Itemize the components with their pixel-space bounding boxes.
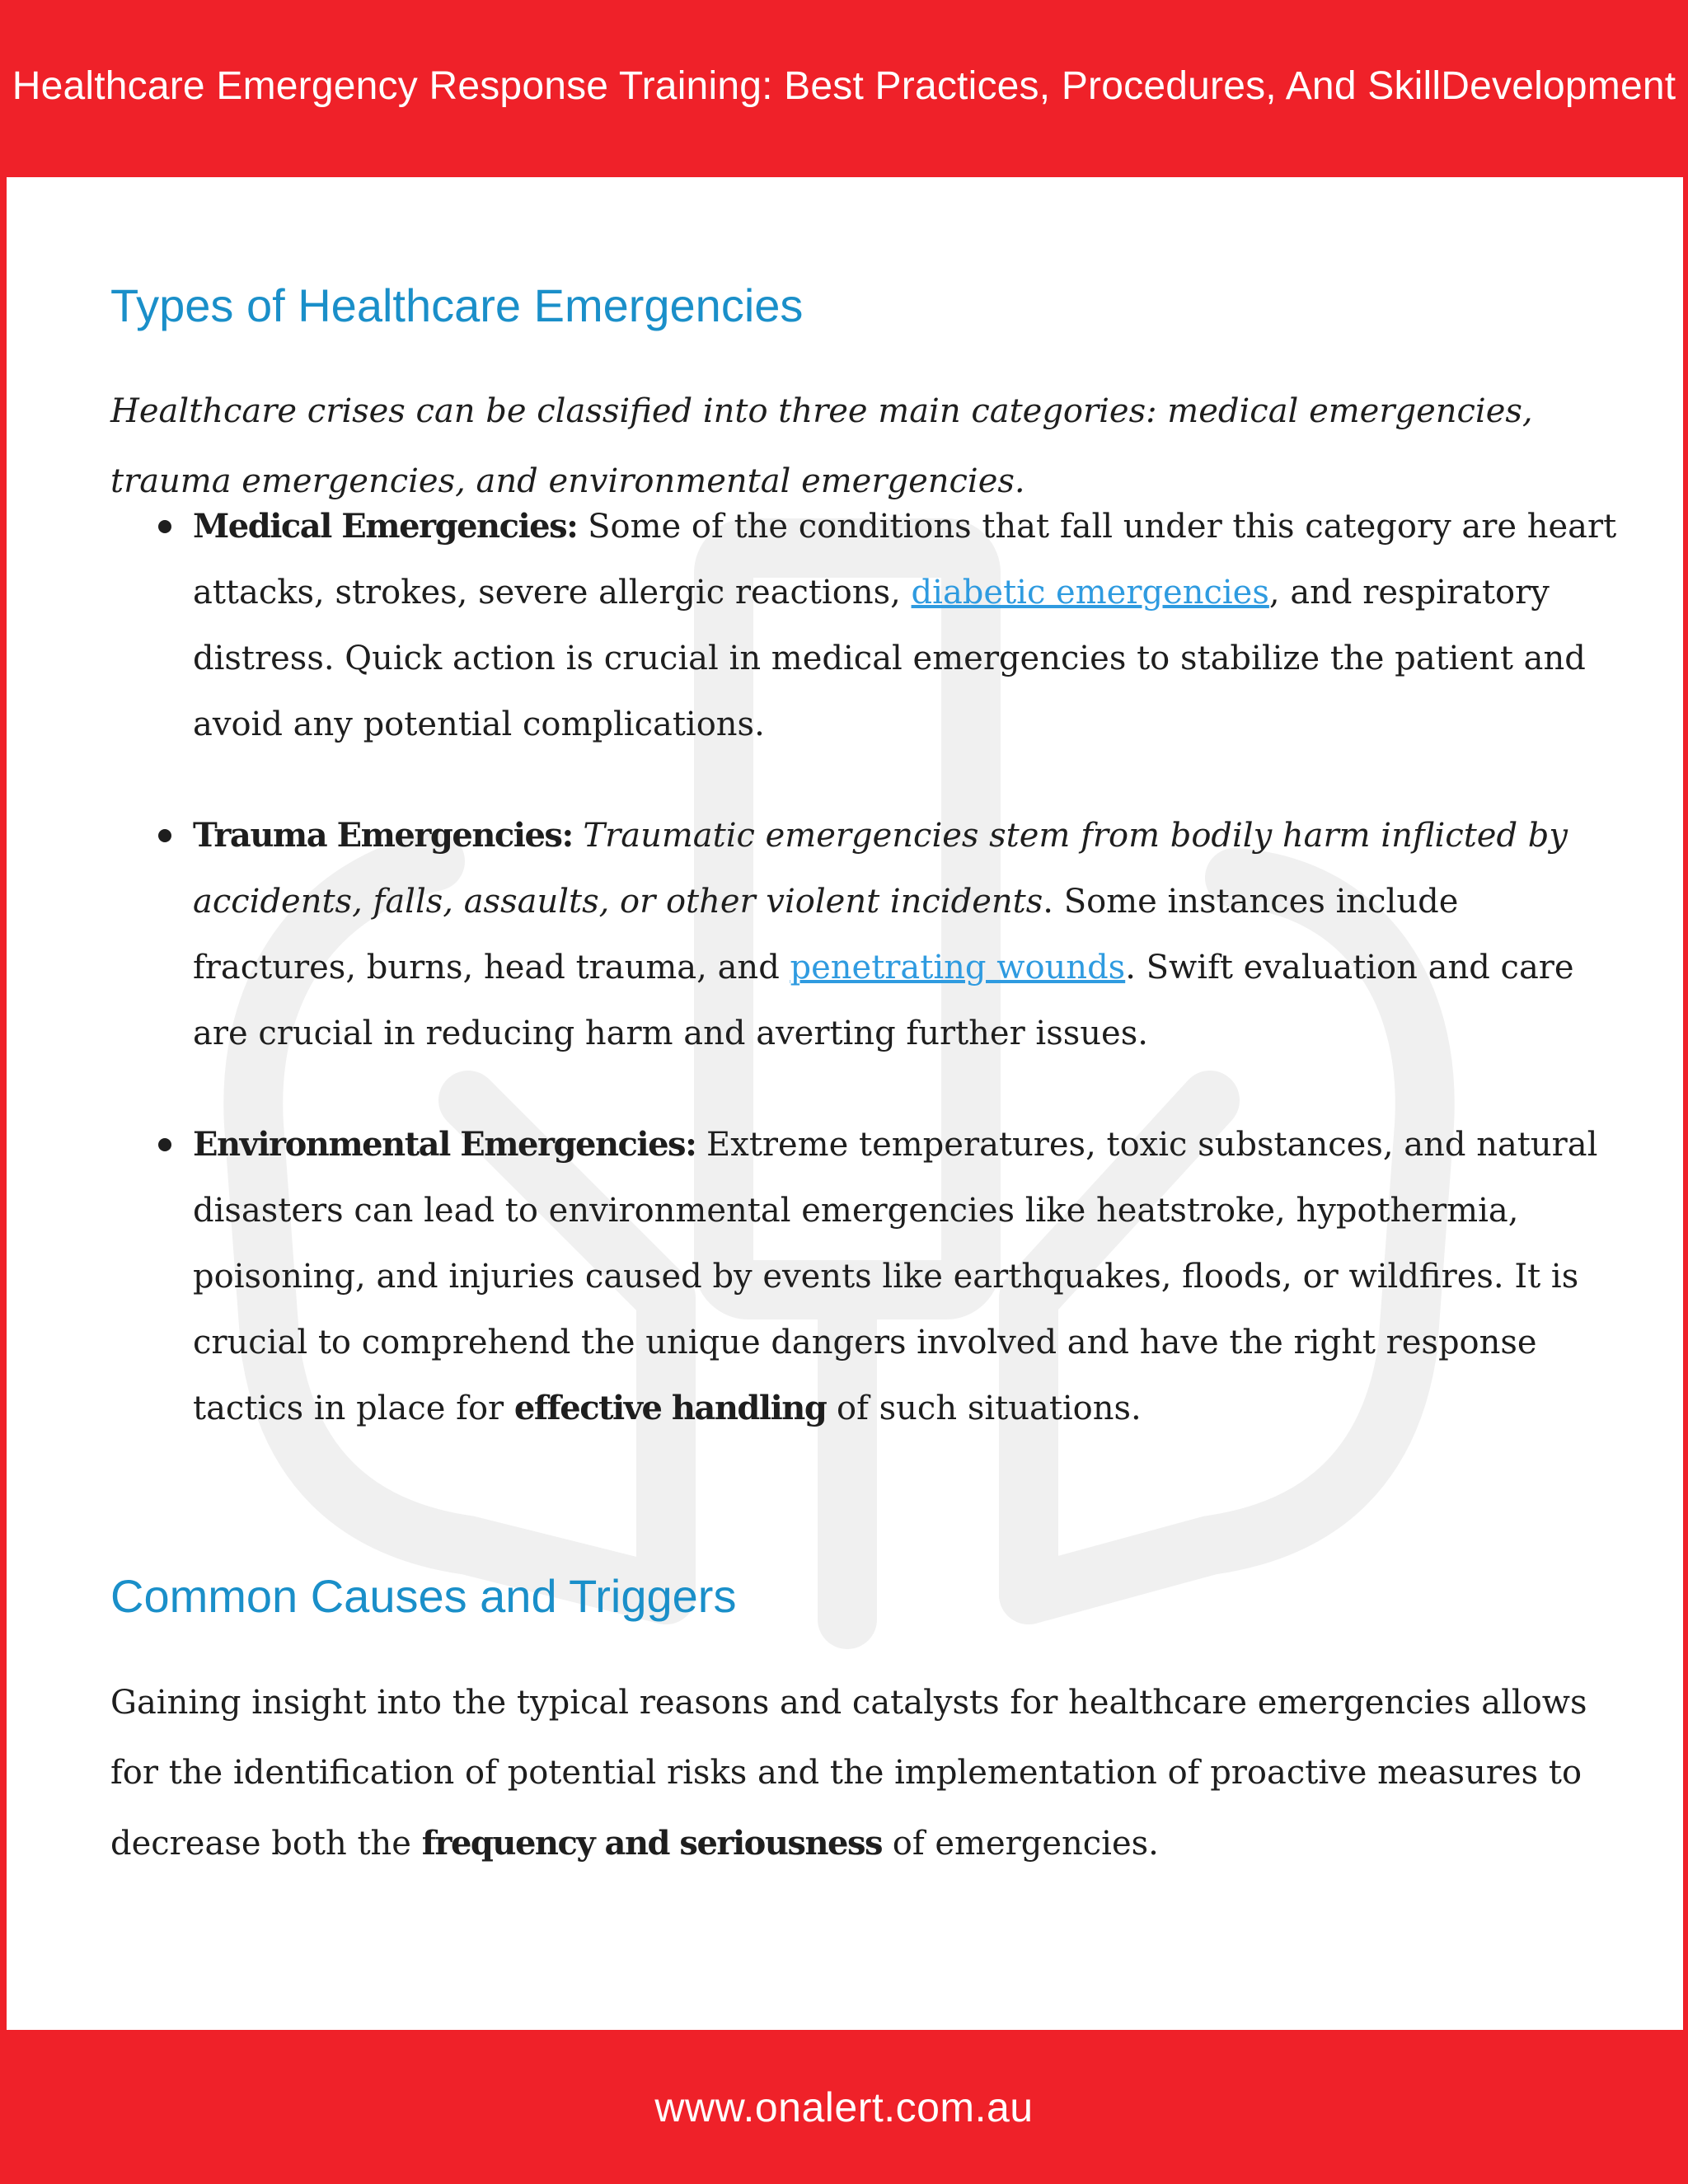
content-area bbox=[7, 177, 1683, 2030]
bullet-dot bbox=[158, 520, 171, 533]
list-item-text bbox=[193, 803, 1627, 1066]
causes-text-cont: of emergencies. bbox=[882, 1825, 1159, 1863]
footer-bar bbox=[0, 2030, 1688, 2184]
list-item-body: Some of the conditions that fall under this category are heart attacks, strokes, severe allergic reactions, bbox=[193, 508, 1617, 612]
section-heading-causes: Common Causes and Triggers bbox=[110, 1570, 737, 1622]
list-item-italic: Traumatic emergencies stem from bodily harm inflicted by accidents, falls, assaults, or other violent incidents bbox=[193, 817, 1568, 921]
list-item-body: Extreme temperatures, toxic substances, and natural disasters can lead to environmental emergencies like heatstroke, hypothermia, poisoning, and injuries caused by events like earthquakes, floods, or wildfires. It is crucial to comprehend the unique dangers involved and have the right response tactics in place for bbox=[193, 1126, 1598, 1427]
list-item-text bbox=[193, 1112, 1627, 1441]
penetrating-wounds-link[interactable]: penetrating wounds bbox=[790, 949, 1126, 987]
list-item-label: Medical Emergencies: bbox=[193, 507, 578, 546]
causes-paragraph bbox=[110, 1668, 1619, 1879]
header-bar bbox=[0, 0, 1688, 177]
list-item-label: Trauma Emergencies: bbox=[193, 816, 573, 855]
list-item-body-cont: of such situations. bbox=[826, 1390, 1142, 1427]
intro-paragraph: Healthcare crises can be classified into three main categories: medical emergencies, trauma emergencies, and environmental emergencies. bbox=[110, 392, 1533, 500]
diabetic-emergencies-link[interactable]: diabetic emergencies bbox=[911, 574, 1269, 612]
list-item-body-cont: . Swift evaluation and care are crucial in reducing harm and averting further issues. bbox=[193, 949, 1574, 1052]
list-item-body: . Some instances include fractures, burns, head trauma, and bbox=[193, 883, 1459, 987]
list-item-body-cont: , and respiratory distress. Quick action is crucial in medical emergencies to stabilize the patient and avoid any potential complications. bbox=[193, 574, 1586, 743]
document-title: Healthcare Emergency Response Training: Best Practices, Procedures, And SkillDevelopment bbox=[12, 64, 1676, 108]
website-url[interactable]: www.onalert.com.au bbox=[654, 2083, 1034, 2130]
causes-emphasis: frequency and seriousness bbox=[421, 1824, 883, 1863]
list-item-emphasis: effective handling bbox=[513, 1389, 827, 1427]
causes-text: Gaining insight into the typical reasons and catalysts for healthcare emergencies allows for the identification of potential risks and the implementation of proactive measures to decrease both the bbox=[110, 1684, 1587, 1863]
list-item-label: Environmental Emergencies: bbox=[193, 1125, 696, 1164]
section-heading-types: Types of Healthcare Emergencies bbox=[110, 279, 804, 331]
bullet-dot bbox=[158, 829, 171, 842]
bullet-dot bbox=[158, 1138, 171, 1151]
list-item-text bbox=[193, 494, 1627, 757]
